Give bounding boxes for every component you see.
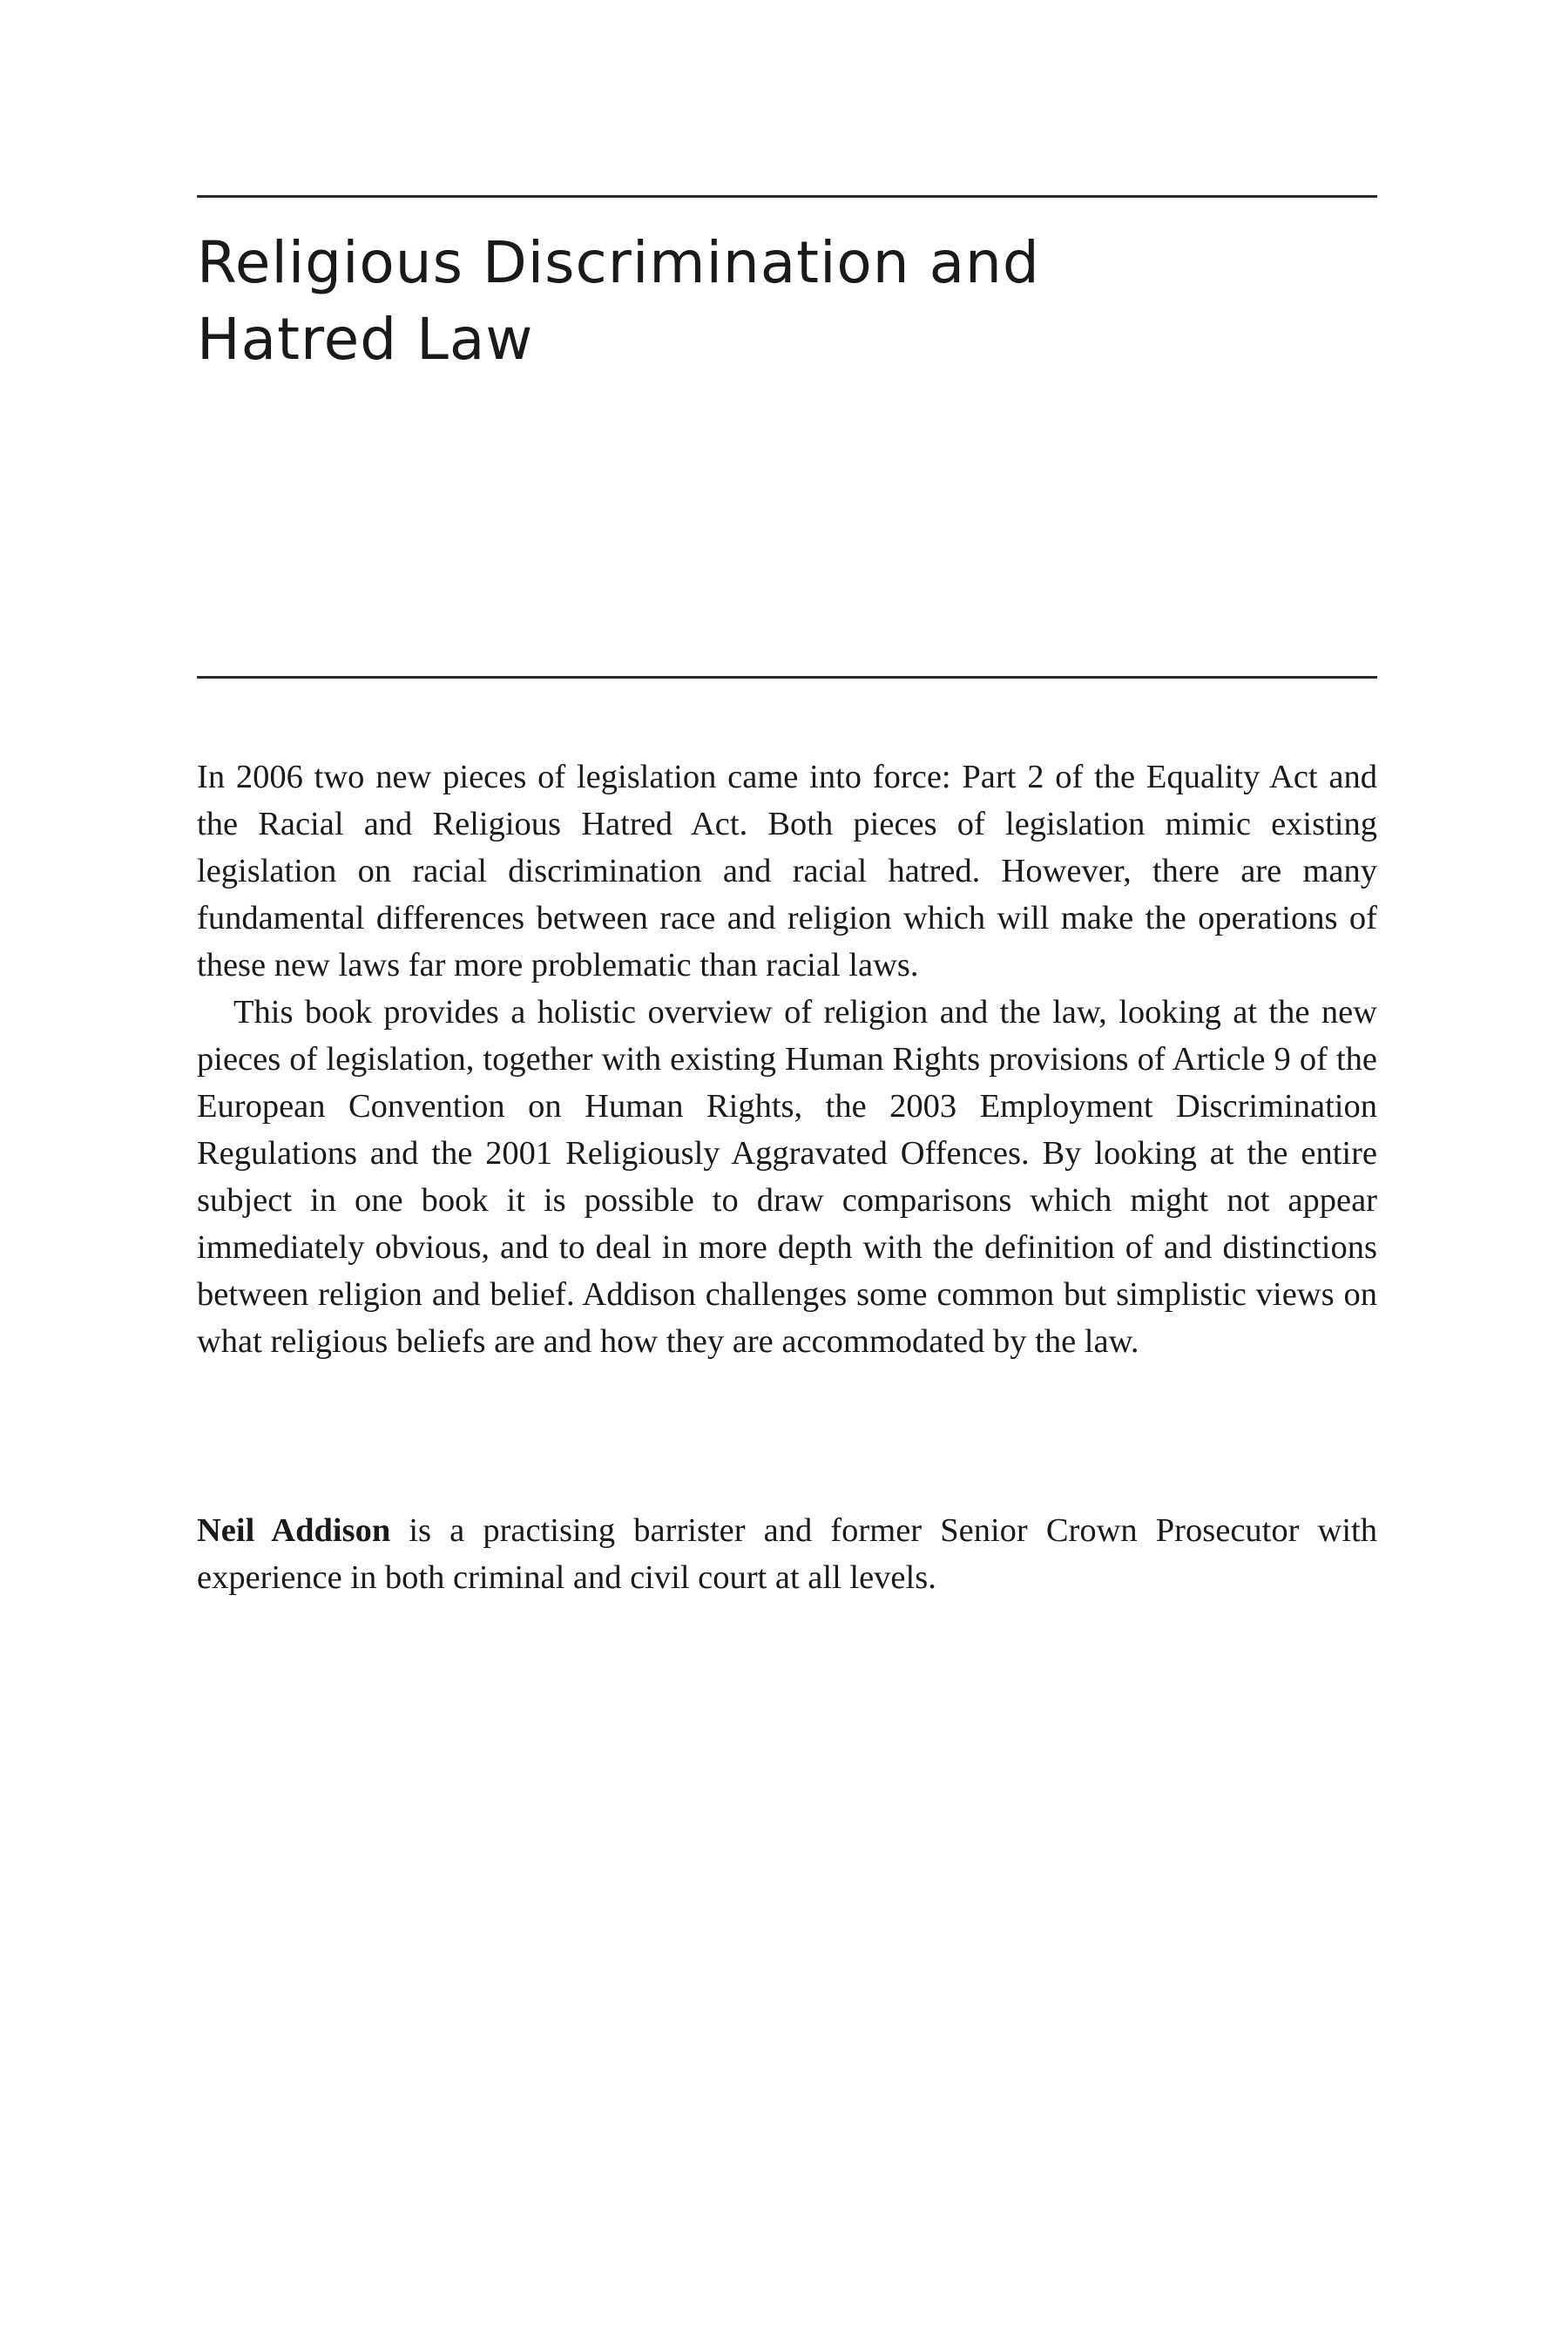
author-bio	[197, 1507, 1377, 1601]
book-title-line-1: Religious Discrimination and	[197, 229, 1040, 296]
book-title	[197, 225, 1377, 378]
author-bio-text: is a practising barrister and former Senior Crown Prosecutor with experience in both criminal and civil court at all levels.	[197, 1512, 1377, 1596]
title-top-rule	[197, 195, 1377, 198]
book-title-line-2: Hatred Law	[197, 306, 534, 373]
title-bottom-rule	[197, 676, 1377, 679]
author-name: Neil Addison	[197, 1512, 391, 1549]
description-paragraph-1: In 2006 two new pieces of legislation came into force: Part 2 of the Equality Act and the Racial and Religious Hatred Act. Both pieces of legislation mimic existing legislation on racial discrimination and racial hatred. However, there are many fundamental differences between race and religion which will make the operations of these new laws far more problematic than racial laws.	[197, 759, 1377, 983]
description-paragraph-2: This book provides a holistic overview of religion and the law, looking at the new pieces of legislation, together with existing Human Rights provisions of Article 9 of the European Convention on Human Rights, the 2003 Employment Discrimination Regulations and the 2001 Religiously Aggravated Offences. By looking at the entire subject in one book it is possible to draw comparisons which might not appear immediately obvious, and to deal in more depth with the definition of and distinctions between religion and belief. Addison challenges some common but simplistic views on what religious beliefs are and how they are accommodated by the law.	[197, 994, 1377, 1360]
book-description	[197, 754, 1377, 1365]
